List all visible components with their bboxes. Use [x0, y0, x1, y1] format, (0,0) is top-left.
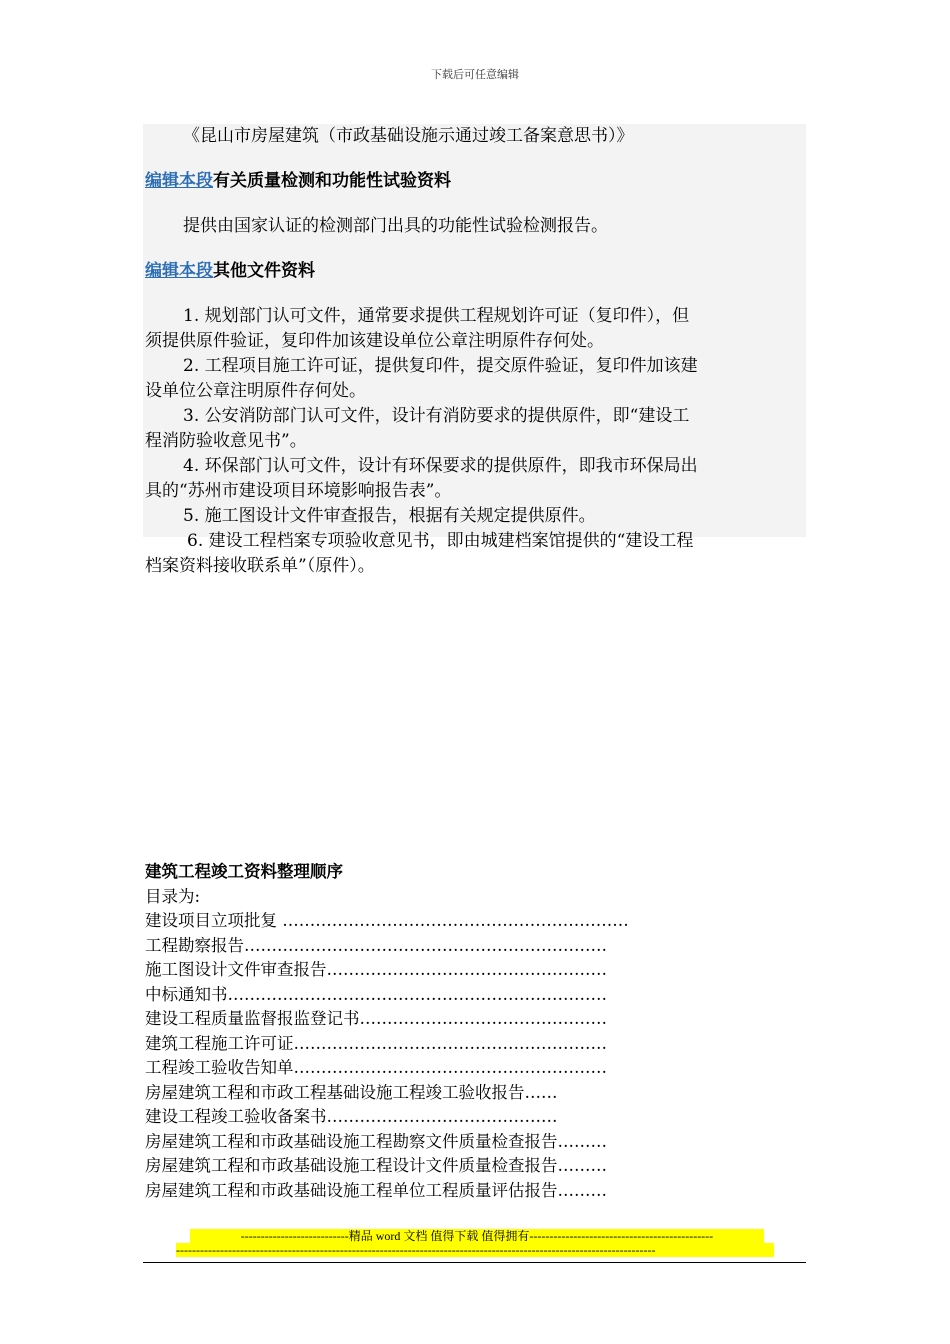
list-item-continuation: 具的“苏州市建设项目环境影响报告表”。 — [145, 481, 452, 501]
toc-entry: 房屋建筑工程和市政基础设施工程单位工程质量评估报告……… — [145, 1180, 607, 1200]
list-item-continuation: 须提供原件验证，复印件加该建设单位公章注明原件存何处。 — [145, 331, 604, 351]
list-item: 6. 建设工程档案专项验收意见书，即由城建档案馆提供的“建设工程 — [187, 531, 694, 551]
section-title: 有关质量检测和功能性试验资料 — [213, 171, 451, 191]
list-item: 1. 规划部门认可文件，通常要求提供工程规划许可证（复印件），但 — [183, 306, 690, 326]
list-item: 4. 环保部门认可文件，设计有环保要求的提供原件，即我市环保局出 — [183, 456, 698, 476]
list-item: 3. 公安消防部门认可文件，设计有消防要求的提供原件，即“建设工 — [183, 406, 690, 426]
list-item: 5. 施工图设计文件审查报告，根据有关规定提供原件。 — [183, 506, 596, 526]
footer-divider — [143, 1262, 806, 1263]
toc-intro: 目录为: — [145, 886, 201, 906]
footer-banner-line: ---------------------------精品 word 文档 值得下载 值得拥有---------------------------------------------- — [190, 1229, 764, 1243]
list-item-continuation: 程消防验收意见书”。 — [145, 431, 307, 451]
other-items-list — [145, 304, 807, 579]
toc-entry: 工程勘察报告………………………………………………………… — [145, 935, 607, 955]
toc-entry: 施工图设计文件审查报告…………………………………………… — [145, 960, 607, 979]
section-heading-other-documents — [145, 259, 807, 284]
intro-line: 《昆山市房屋建筑（市政基础设施示通过竣工备案意思书）》 — [183, 126, 634, 146]
edit-section-link[interactable]: 编辑本段 — [145, 261, 213, 281]
list-item: 2. 工程项目施工许可证，提供复印件，提交原件验证，复印件加该建 — [183, 356, 698, 376]
toc-entry: 建筑工程施工许可证………………………………………………… — [145, 1033, 607, 1053]
toc-entry: 房屋建筑工程和市政基础设施工程勘察文件质量检查报告……… — [145, 1131, 607, 1151]
toc-entry: 工程竣工验收告知单………………………………………………… — [145, 1058, 607, 1077]
section-heading-quality-testing — [145, 169, 807, 194]
toc-entry: 建设项目立项批复 ……………………………………………………… — [145, 911, 629, 930]
toc-entry: 建设工程竣工验收备案书…………………………………… — [145, 1107, 558, 1126]
table-of-contents — [145, 860, 805, 1203]
toc-title: 建筑工程竣工资料整理顺序 — [145, 862, 343, 881]
toc-entry: 建设工程质量监督报监登记书……………………………………… — [145, 1009, 607, 1028]
toc-entry: 房屋建筑工程和市政基础设施工程设计文件质量检查报告……… — [145, 1156, 607, 1175]
list-item-continuation: 设单位公章注明原件存何处。 — [145, 381, 366, 401]
footer-banner — [176, 1229, 774, 1257]
edit-section-link[interactable]: 编辑本段 — [145, 171, 213, 191]
document-body — [145, 124, 807, 579]
toc-entry: 房屋建筑工程和市政工程基础设施工程竣工验收报告…… — [145, 1082, 558, 1102]
section-title: 其他文件资料 — [213, 261, 315, 281]
footer-banner-line: ------------------------------------------------------------------------------------------------------------------------ — [176, 1243, 774, 1257]
header-note: 下载后可任意编辑 — [431, 68, 519, 81]
section-body: 提供由国家认证的检测部门出具的功能性试验检测报告。 — [183, 216, 608, 236]
list-item-continuation: 档案资料接收联系单”（原件）。 — [145, 556, 375, 576]
toc-entry: 中标通知书…………………………………………………………… — [145, 984, 607, 1004]
